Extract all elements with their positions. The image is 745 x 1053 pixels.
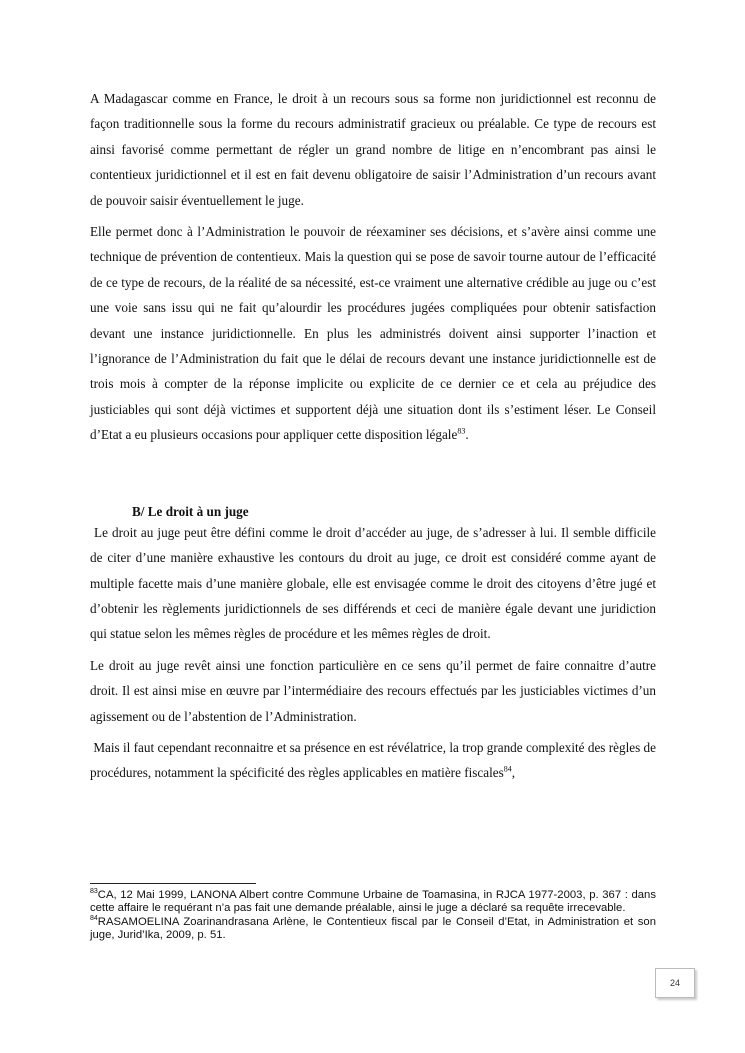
paragraph-1: A Madagascar comme en France, le droit à un recours sous sa forme non juridictionnel est reconnu de façon traditionnelle sous la forme du recours administratif gracieux ou préalable. Ce type de recours est ainsi favorisé comme permettant de régler un grand nombre de litige en n’encombrant pas ainsi le contentieux juridictionnel et il est en fait devenu obligatoire de saisir l’Administration d’un recours avant de pouvoir saisir éventuellement le juge. bbox=[90, 91, 656, 208]
footnote-84: $^{84}$RASAMOELINA Zoarinandrasana Arlène, le Contentieux fiscal par le Conseil d’Etat, in Administration et son juge, Jurid’Ika, 2009, p. 51. bbox=[90, 915, 656, 942]
section-heading: B/ Le droit à un juge bbox=[132, 503, 249, 519]
footnote-separator bbox=[90, 883, 256, 884]
page-number: 24 bbox=[655, 968, 695, 998]
paragraph-4: Le droit au juge revêt ainsi une fonction particulière en ce sens qu’il permet de faire connaitre d’autre droit. Il est ainsi mise en œuvre par l’intermédiaire des recours effectués par les justiciables victimes d’un agissement ou de l’abstention de l’Administration. bbox=[90, 657, 656, 724]
paragraph-3: Le droit au juge peut être défini comme le droit d’accéder au juge, de s’adresser à lui. Il semble difficile de citer d’une manière exhaustive les contours du droit au juge, ce droit est considéré comme ayant de multiple facette mais d’une manière globale, elle est envisagée comme le droit des citoyens d’être jugé et d’obtenir les règlements juridictionnels de ses différends et ceci de manière égale devant une juridiction qui statue selon les mêmes règles de procédure et les mêmes règles de droit. bbox=[90, 524, 657, 642]
footnote-ref-83[interactable]: 83 bbox=[457, 426, 466, 436]
paragraph-5: Mais il faut cependant reconnaitre et sa présence en est révélatrice, la trop grande complexité des règles de procédures, notamment la spécificité des règles applicables en matière fiscales$^{84}$, bbox=[90, 739, 656, 781]
footnote-ref-84[interactable]: 84 bbox=[503, 764, 512, 774]
paragraph-2: Elle permet donc à l’Administration le pouvoir de réexaminer ses décisions, et s’avère ainsi comme une technique de prévention de contentieux. Mais la question qui se pose de savoir tourne autour de l’efficacité de ce type de recours, de la réalité de sa nécessité, est-ce vraiment une alternative crédible au juge ou c’est une voie sans issu qui ne fait qu’alourdir les procédures jugées compliquées pour obtenir satisfaction devant une instance juridictionnelle. En plus les administrés doivent ainsi supporter l’inaction et l’ignorance de l’Administration du fait que le délai de recours devant une instance juridictionnelle est de trois mois à compter de la réponse implicite ou explicite de ce dernier ce et cela au préjudice des justiciables qui sont déjà victimes et supportent déjà une situation dont ils s’estiment léser. Le Conseil d’Etat a eu plusieurs occasions pour appliquer cette disposition légale$^{83}$. bbox=[90, 224, 656, 443]
footnotes bbox=[90, 889, 656, 943]
footnote-83: $^{83}$CA, 12 Mai 1999, LANONA Albert contre Commune Urbaine de Toamasina, in RJCA 1977-2003, p. 367 : dans cette affaire le requérant n’a pas fait une demande préalable, ainsi le juge a déclaré sa requête irrecevable. bbox=[90, 888, 656, 915]
page-body bbox=[90, 86, 656, 792]
